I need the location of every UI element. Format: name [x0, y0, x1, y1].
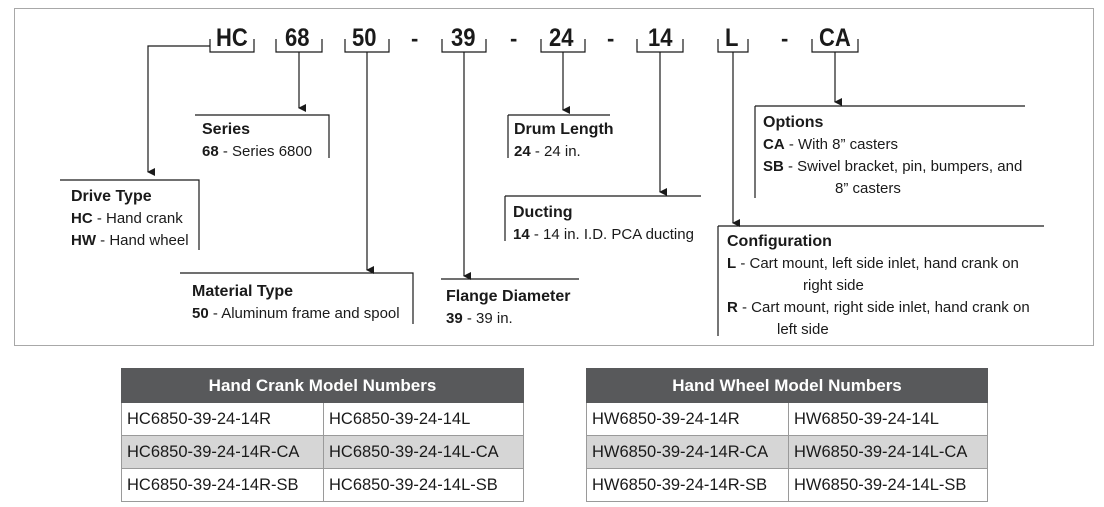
- model-number-cell: HW6850-39-24-14R-CA: [587, 436, 789, 469]
- callout-item: SB - Swivel bracket, pin, bumpers, and: [763, 158, 1023, 175]
- code-segment-material: 50: [352, 24, 377, 52]
- model-number-cell: HW6850-39-24-14L: [789, 403, 988, 436]
- model-number-cell: HC6850-39-24-14L-SB: [324, 469, 524, 502]
- table-row: [122, 403, 524, 436]
- callout-item: HC - Hand crank: [71, 210, 183, 227]
- callout-options: [763, 112, 1022, 200]
- table-title: Hand Wheel Model Numbers: [587, 369, 988, 403]
- code-segment-flange: 39: [451, 24, 476, 52]
- code-segment-configuration: L: [725, 24, 739, 52]
- callout-item: HW - Hand wheel: [71, 232, 189, 249]
- code-separator: -: [510, 26, 518, 51]
- callout-series: [202, 119, 312, 163]
- table-row: [122, 436, 524, 469]
- callout-drive-type: [71, 186, 189, 252]
- model-number-cell: HC6850-39-24-14L-CA: [324, 436, 524, 469]
- model-number-cell: HC6850-39-24-14R-CA: [122, 436, 324, 469]
- code-segment-drive: HC: [216, 24, 248, 52]
- callout-title: Configuration: [727, 233, 832, 250]
- callout-item: 24 - 24 in.: [514, 143, 581, 160]
- code-segment-series: 68: [285, 24, 310, 52]
- table-row: [587, 436, 988, 469]
- model-number-cell: HC6850-39-24-14R-SB: [122, 469, 324, 502]
- model-number-cell: HW6850-39-24-14L-CA: [789, 436, 988, 469]
- callout-item: 14 - 14 in. I.D. PCA ducting: [513, 226, 694, 243]
- callout-title: Flange Diameter: [446, 288, 571, 305]
- table-row: [587, 469, 988, 502]
- callout-item: 68 - Series 6800: [202, 143, 313, 160]
- code-separator: -: [781, 26, 789, 51]
- callout-configuration: [727, 231, 1030, 341]
- callout-drum-length: [514, 119, 614, 163]
- callout-item: CA - With 8” casters: [763, 136, 899, 153]
- callout-material-type: [192, 281, 400, 325]
- code-separator: -: [607, 26, 615, 51]
- callout-ducting: [513, 202, 694, 246]
- callout-title: Series: [202, 121, 251, 138]
- callout-item: 39 - 39 in.: [446, 310, 513, 327]
- hand-crank-model-table: [121, 368, 524, 502]
- callout-flange-diameter: [446, 286, 570, 330]
- callout-title: Ducting: [513, 204, 573, 221]
- code-segment-options: CA: [819, 24, 851, 52]
- code-segment-drum: 24: [549, 24, 574, 52]
- model-number-cell: HW6850-39-24-14R-SB: [587, 469, 789, 502]
- table-row: [587, 403, 988, 436]
- callout-item: L - Cart mount, left side inlet, hand crank on: [727, 255, 1019, 272]
- hand-wheel-model-table: [586, 368, 988, 502]
- callout-item: R - Cart mount, right side inlet, hand crank on: [727, 299, 1030, 316]
- callout-item-continued: left side: [777, 321, 829, 338]
- callout-item-continued: right side: [803, 277, 864, 294]
- model-number-cell: HC6850-39-24-14R: [122, 403, 324, 436]
- model-number-cell: HC6850-39-24-14L: [324, 403, 524, 436]
- callout-title: Options: [763, 114, 824, 131]
- callout-title: Material Type: [192, 283, 294, 300]
- table-row: [122, 469, 524, 502]
- callout-title: Drive Type: [71, 188, 152, 205]
- model-number-cell: HW6850-39-24-14R: [587, 403, 789, 436]
- callout-title: Drum Length: [514, 121, 614, 138]
- callout-item: 50 - Aluminum frame and spool: [192, 305, 400, 322]
- table-title: Hand Crank Model Numbers: [122, 369, 524, 403]
- code-separator: -: [411, 26, 419, 51]
- callout-item-continued: 8” casters: [835, 180, 901, 197]
- model-number-cell: HW6850-39-24-14L-SB: [789, 469, 988, 502]
- code-segment-ducting: 14: [648, 24, 673, 52]
